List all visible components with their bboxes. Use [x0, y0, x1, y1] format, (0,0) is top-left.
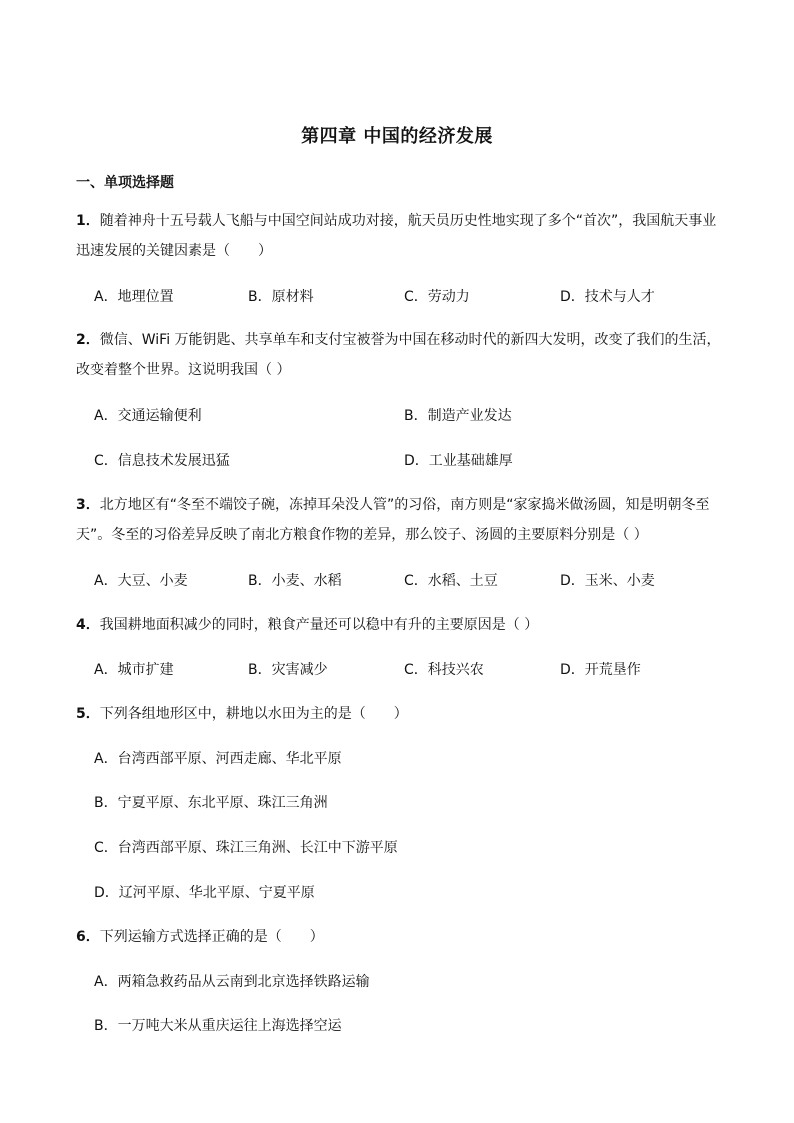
option-a[interactable]: A．交通运输便利 — [94, 408, 202, 424]
question-number: 1． — [76, 213, 100, 229]
option-a[interactable]: A．地理位置 — [94, 289, 174, 305]
question-number: 3． — [76, 497, 100, 513]
option-b[interactable]: B．一万吨大米从重庆运往上海选择空运 — [94, 1018, 342, 1034]
question-number: 4． — [76, 617, 100, 633]
question-3 — [76, 490, 726, 550]
option-a[interactable]: A．台湾西部平原、河西走廊、华北平原 — [94, 751, 342, 767]
option-d[interactable]: D．辽河平原、华北平原、宁夏平原 — [94, 885, 315, 901]
question-text: 下列各组地形区中，耕地以水田为主的是（ ） — [99, 706, 408, 722]
question-2 — [76, 325, 726, 385]
question-5 — [76, 699, 726, 729]
option-c[interactable]: C．台湾西部平原、珠江三角洲、长江中下游平原 — [94, 840, 398, 856]
option-d[interactable]: D．玉米、小麦 — [560, 573, 655, 589]
question-number: 2． — [76, 332, 100, 348]
option-d[interactable]: D．工业基础雄厚 — [404, 453, 513, 469]
page-title: 第四章 中国的经济发展 — [301, 126, 493, 147]
option-c[interactable]: C．科技兴农 — [404, 662, 484, 678]
section-heading: 一、单项选择题 — [76, 175, 174, 191]
option-c[interactable]: C．水稻、土豆 — [404, 573, 498, 589]
option-b[interactable]: B．原材料 — [248, 289, 314, 305]
question-text: 微信、WiFi 万能钥匙、共享单车和支付宝被誉为中国在移动时代的新四大发明，改变了我们的生活，改变着整个世界。这说明我国（ ） — [76, 332, 721, 378]
option-b[interactable]: B．制造产业发达 — [404, 408, 512, 424]
question-text: 北方地区有“冬至不端饺子碗，冻掉耳朵没人管”的习俗，南方则是“家家捣米做汤圆，知是明朝冬至天”。冬至的习俗差异反映了南北方粮食作物的差异，那么饺子、汤圆的主要原料分别是（ ） — [76, 497, 710, 543]
option-a[interactable]: A．大豆、小麦 — [94, 573, 188, 589]
option-a[interactable]: A．城市扩建 — [94, 662, 174, 678]
option-b[interactable]: B．灾害减少 — [248, 662, 328, 678]
question-6 — [76, 922, 726, 952]
option-c[interactable]: C．劳动力 — [404, 289, 470, 305]
option-c[interactable]: C．信息技术发展迅猛 — [94, 453, 230, 469]
option-b[interactable]: B．宁夏平原、东北平原、珠江三角洲 — [94, 795, 328, 811]
question-text: 下列运输方式选择正确的是（ ） — [99, 929, 324, 945]
question-text: 我国耕地面积减少的同时，粮食产量还可以稳中有升的主要原因是（ ） — [99, 617, 539, 633]
question-4 — [76, 610, 726, 640]
option-d[interactable]: D．技术与人才 — [560, 289, 655, 305]
option-d[interactable]: D．开荒垦作 — [560, 662, 641, 678]
question-text: 随着神舟十五号载人飞船与中国空间站成功对接，航天员历史性地实现了多个“首次”，我国航天事业迅速发展的关键因素是（ ） — [76, 213, 717, 259]
question-number: 5． — [76, 706, 100, 722]
question-number: 6． — [76, 929, 100, 945]
question-1 — [76, 206, 726, 266]
option-a[interactable]: A．两箱急救药品从云南到北京选择铁路运输 — [94, 974, 370, 990]
option-b[interactable]: B．小麦、水稻 — [248, 573, 342, 589]
